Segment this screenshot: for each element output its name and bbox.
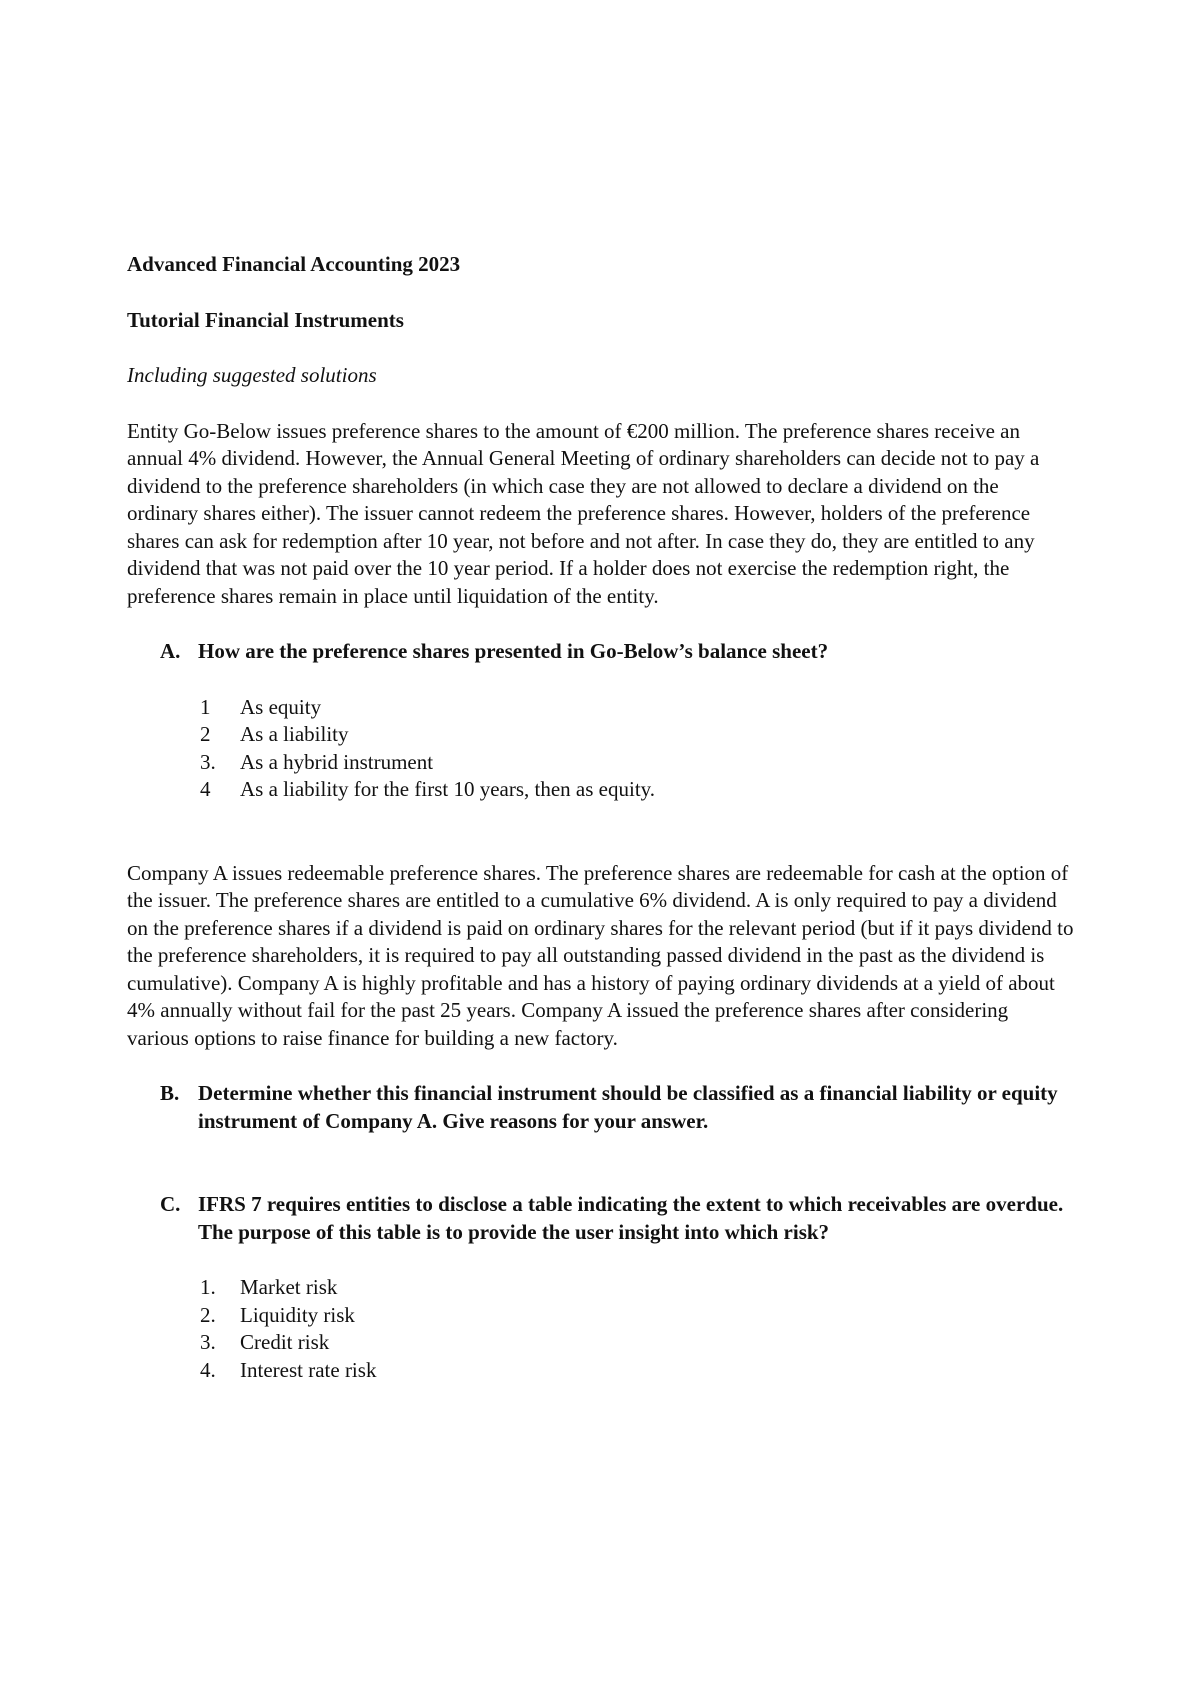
paragraph-go-below: Entity Go-Below issues preference shares to the amount of €200 million. The preference shares receive an annual 4% dividend. However, the Annual General Meeting of ordinary shareholders can decide not to pay a dividend to the preference shareholders (in which case they are not allowed to declare a dividend on the ordinary shares either). The issuer cannot redeem the preference shares. However, holders of the preference shares can ask for redemption after 10 year, not before and not after. In case they do, they are entitled to any dividend that was not paid over the 10 year period. If a holder does not exercise the redemption right, the preference shares remain in place until liquidation of the entity.	[127, 418, 1040, 608]
option-text: Liquidity risk	[240, 1302, 355, 1327]
option-text: As a hybrid instrument	[240, 749, 434, 774]
option-text: As a liability for the first 10 years, then as equity.	[240, 777, 656, 801]
question-a	[160, 638, 1087, 666]
option-text: As equity	[240, 694, 322, 719]
question-b	[160, 1080, 1087, 1135]
document-subtitle: Tutorial Financial Instruments	[127, 307, 404, 332]
option-item	[200, 1329, 1087, 1357]
question-c-options	[200, 1274, 1087, 1384]
option-number: 1	[200, 694, 211, 719]
option-item	[200, 776, 1087, 804]
paragraph-company-a: Company A issues redeemable preference shares. The preference shares are redeemable for cash at the option of the issuer. The preference shares are entitled to a cumulative 6% dividend. A is only required to pay a dividend on the preference shares if a dividend is paid on ordinary shares for the relevant period (but if it pays dividend to the preference shareholders, it is required to pay all outstanding passed dividend in the past as the dividend is cumulative). Company A is highly profitable and has a history of paying ordinary dividends at a yield of about 4% annually without fail for the past 25 years. Company A issued the preference shares after considering various options to raise finance for building a new factory.	[127, 860, 1074, 1050]
option-item	[200, 749, 1087, 777]
option-number: 4.	[200, 1357, 216, 1382]
option-item	[200, 1357, 1087, 1385]
question-c-text: IFRS 7 requires entities to disclose a table indicating the extent to which receivables are overdue. The purpose of this table is to provide the user insight into which risk?	[198, 1192, 1064, 1244]
option-number: 1.	[200, 1275, 216, 1299]
option-item	[200, 694, 1087, 722]
option-number: 3.	[200, 1330, 216, 1354]
question-a-text: How are the preference shares presented in Go-Below’s balance sheet?	[198, 639, 829, 663]
document-title: Advanced Financial Accounting 2023	[127, 252, 461, 276]
question-b-text: Determine whether this financial instrument should be classified as a financial liability or equity instrument of Company A. Give reasons for your answer.	[198, 1081, 1058, 1133]
option-item	[200, 721, 1087, 749]
option-number: 2	[200, 722, 211, 746]
option-text: Credit risk	[240, 1330, 330, 1354]
option-item	[200, 1302, 1087, 1330]
question-a-options	[200, 694, 1087, 804]
question-c-letter: C.	[160, 1192, 181, 1216]
document-body	[127, 251, 1087, 1384]
option-number: 4	[200, 777, 211, 801]
option-text: As a liability	[240, 722, 349, 746]
option-number: 2.	[200, 1302, 216, 1327]
question-c	[160, 1191, 1087, 1246]
option-text: Market risk	[240, 1275, 338, 1299]
question-b-letter: B.	[160, 1081, 180, 1105]
option-number: 3.	[200, 749, 216, 774]
option-text: Interest rate risk	[240, 1357, 377, 1382]
option-item	[200, 1274, 1087, 1302]
question-a-letter: A.	[160, 639, 181, 663]
document-note: Including suggested solutions	[127, 363, 377, 387]
